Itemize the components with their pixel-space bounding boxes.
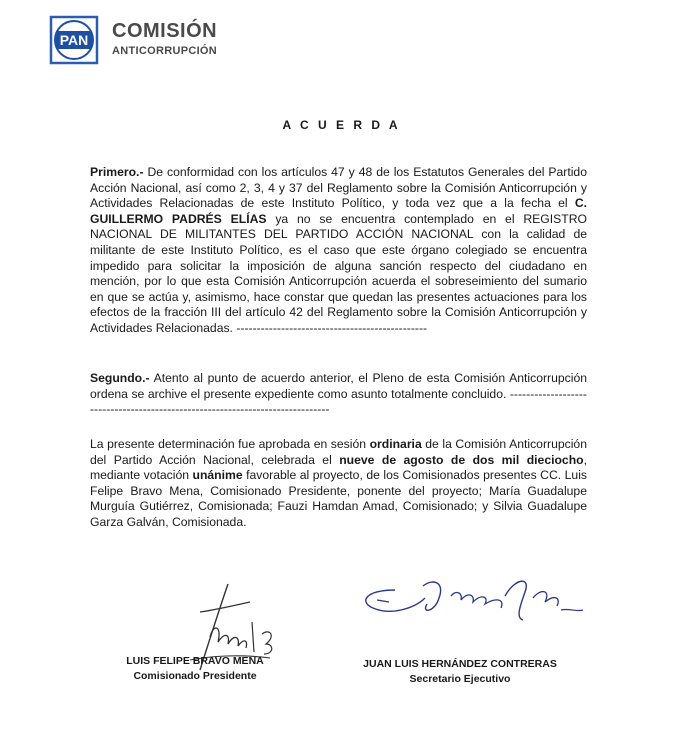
org-name-line2: ANTICORRUPCIÓN: [112, 45, 218, 57]
pan-logo: [48, 14, 100, 66]
signature-right-scribble: [355, 568, 595, 638]
segundo-label: Segundo.-: [90, 371, 150, 385]
approval-session-type: ordinaria: [369, 437, 422, 451]
primero-person-name: C. GUILLERMO PADRÉS ELÍAS: [90, 196, 587, 226]
paragraph-primero: [90, 165, 587, 337]
paragraph-approval: [90, 437, 587, 531]
signature-left: [100, 654, 290, 684]
signature-right: [345, 657, 575, 687]
approval-text-1: La presente determinación fue aprobada en sesión: [90, 437, 370, 451]
primero-text-2: ya no se encuentra contemplado en el REGISTRO NACIONAL DE MILITANTES DEL PARTIDO ACCIÓN NACIONAL con la calidad de militante de este Instituto Político, es el caso que este órgano colegiado se encuentra impedido para solicitar la imposición de alguna sanción respecto del ciudadano en mención, por lo que esta Comisión Anticorrupción acuerda el sobreseimiento del sumario en que se actúa y, asimismo, hace constar que quedan las presentes actuaciones para los efectos de la fracción III del artículo 42 del Reglamento sobre la Comisión Anticorrupción y Actividades Relacionadas. -----------------------------------------------: [90, 211, 588, 335]
document-heading: A C U E R D A: [282, 118, 401, 132]
approval-date: nueve de agosto de dos mil dieciocho: [339, 452, 584, 467]
primero-text-1: De conformidad con los artículos 47 y 48 de los Estatutos Generales del Partido Acción Nacional, así como 2, 3, 4 y 37 del Reglamento sobre la Comisión Anticorrupción y Actividades Relacionadas de este Instituto Político, y toda vez que a la fecha el: [90, 165, 587, 211]
primero-label: Primero.-: [90, 165, 144, 179]
segundo-text: Atento al punto de acuerdo anterior, el Pleno de esta Comisión Anticorrupción ordena se archive el presente expediente como asunto totalmente concluido. ------------------------------------------------------------------------------: [90, 371, 587, 417]
signature-left-role: Comisionado Presidente: [133, 670, 257, 682]
approval-text-2: de la Comisión Anticorrupción del Partido Acción Nacional, celebrada el: [90, 437, 587, 467]
paragraph-segundo: [90, 371, 587, 418]
signature-right-name: JUAN LUIS HERNÁNDEZ CONTRERAS: [363, 658, 557, 670]
org-name-line1: COMISIÓN: [112, 20, 218, 42]
org-name: [112, 21, 217, 57]
logo-text: PAN: [59, 32, 89, 48]
approval-text-3: , mediante votación: [90, 452, 587, 483]
approval-vote: unánime: [192, 468, 243, 483]
signature-left-name: LUIS FELIPE BRAVO MENA: [126, 655, 264, 667]
approval-text-4: favorable al proyecto, de los Comisionados presentes CC. Luis Felipe Bravo Mena, Comisionado Presidente, ponente del proyecto; María Guadalupe Murguía Gutiérrez, Comisionada; Fauzi Hamdan Amad, Comisionado; y Silvia Guadalupe Garza Galván, Comisionada.: [90, 468, 587, 529]
signature-right-role: Secretario Ejecutivo: [409, 673, 511, 685]
